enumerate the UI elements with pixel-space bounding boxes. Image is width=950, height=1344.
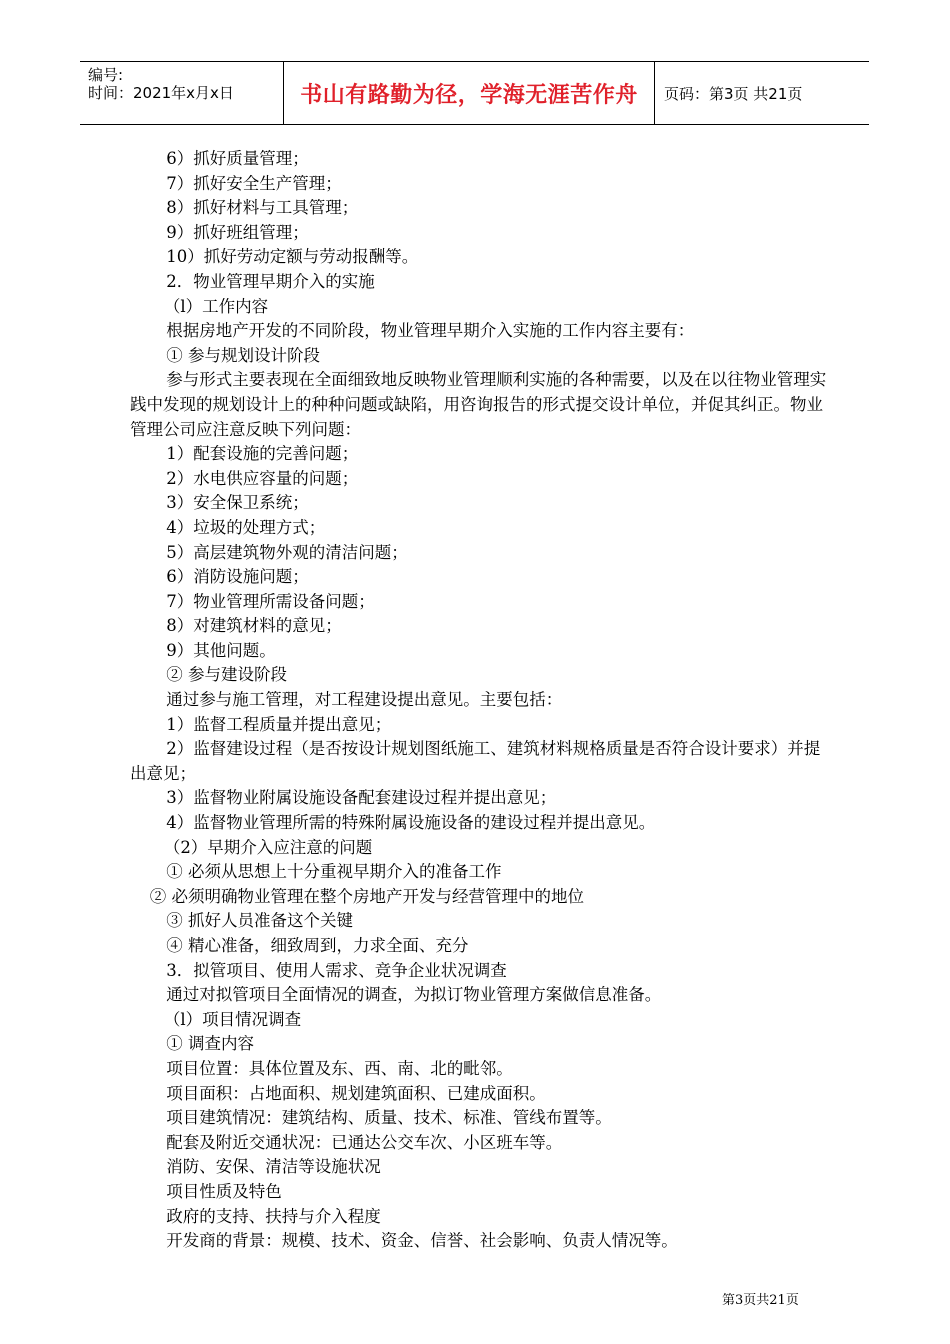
header-meta — [88, 66, 278, 102]
header-page-info: 页码：第3页 共21页 — [664, 84, 803, 103]
list-item: 4）监督物业管理所需的特殊附属设施设备的建设过程并提出意见。 — [166, 813, 656, 833]
paragraph: 配套及附近交通状况：已通达公交车次、小区班车等。 — [166, 1132, 563, 1152]
paragraph: 通过对拟管项目全面情况的调查，为拟订物业管理方案做信息准备。 — [166, 985, 662, 1005]
paragraph: 项目建筑情况：建筑结构、质量、技术、标准、管线布置等。 — [166, 1108, 612, 1128]
header-motto: 书山有路勤为径，学海无涯苦作舟 — [283, 62, 655, 124]
paragraph: 9）抓好班组管理； — [166, 222, 309, 242]
list-item: 8）对建筑材料的意见； — [166, 616, 342, 636]
subsection-heading: （2）早期介入应注意的问题 — [163, 837, 373, 857]
list-item: ③ 抓好人员准备这个关键 — [166, 911, 354, 931]
list-item: ① 调查内容 — [166, 1034, 255, 1054]
document-number-label: 编号: — [88, 66, 124, 84]
section-heading: 3．拟管项目、使用人需求、竞争企业状况调查 — [166, 960, 507, 980]
list-item: 7）物业管理所需设备问题； — [166, 591, 375, 611]
paragraph: 7）抓好安全生产管理； — [166, 173, 342, 193]
list-item: ② 必须明确物业管理在整个房地产开发与经营管理中的地位 — [149, 886, 585, 906]
paragraph: 根据房地产开发的不同阶段，物业管理早期介入实施的工作内容主要有： — [166, 321, 695, 341]
list-item: 3）监督物业附属设施设备配套建设过程并提出意见； — [166, 788, 557, 808]
list-item: 2）监督建设过程（是否按设计规划图纸施工、建筑材料规格质量是否符合设计要求）并提出意见； — [130, 739, 821, 783]
paragraph: 参与形式主要表现在全面细致地反映物业管理顺利实施的各种需要，以及在以往物业管理实践中发现的规划设计上的种种问题或缺陷，用咨询报告的形式提交设计单位，并促其纠正。物业管理公司应注意反映下列问题： — [130, 370, 827, 439]
page-header — [80, 61, 869, 125]
paragraph: 10）抓好劳动定额与劳动报酬等。 — [166, 247, 419, 267]
subsection-heading: （l）项目情况调查 — [163, 1009, 302, 1029]
paragraph: 6）抓好质量管理； — [166, 149, 309, 168]
paragraph: 项目面积：占地面积、规划建筑面积、已建成面积。 — [166, 1083, 546, 1103]
list-item: 5）高层建筑物外观的清洁问题； — [166, 542, 408, 562]
list-item: ① 必须从思想上十分重视早期介入的准备工作 — [166, 862, 502, 882]
list-item: 6）消防设施问题； — [166, 567, 309, 587]
paragraph: 政府的支持、扶持与介入程度 — [166, 1206, 381, 1226]
list-item: ④ 精心准备，细致周到，力求全面、充分 — [166, 936, 469, 955]
paragraph: 项目位置：具体位置及东、西、南、北的毗邻。 — [166, 1058, 513, 1078]
list-item: 3）安全保卫系统； — [166, 493, 309, 513]
list-item: 1）配套设施的完善问题； — [166, 444, 359, 464]
section-heading: 2．物业管理早期介入的实施 — [166, 271, 375, 291]
list-item: 2）水电供应容量的问题； — [166, 468, 359, 488]
page-footer: 第3页共21页 — [722, 1293, 799, 1308]
subsection-heading: （l）工作内容 — [163, 296, 269, 316]
list-item: ① 参与规划设计阶段 — [166, 345, 321, 365]
paragraph: 消防、安保、清洁等设施状况 — [166, 1157, 381, 1177]
list-item: ② 参与建设阶段 — [166, 665, 288, 685]
list-item: 9）其他问题。 — [166, 640, 276, 660]
paragraph: 项目性质及特色 — [166, 1181, 282, 1201]
list-item: 1）监督工程质量并提出意见； — [166, 714, 392, 734]
paragraph: 8）抓好材料与工具管理； — [166, 198, 359, 218]
paragraph: 通过参与施工管理，对工程建设提出意见。主要包括： — [166, 690, 563, 710]
document-body — [130, 147, 830, 1254]
paragraph: 开发商的背景：规模、技术、资金、信誉、社会影响、负责人情况等。 — [166, 1231, 678, 1251]
list-item: 4）垃圾的处理方式； — [166, 517, 326, 537]
document-time-label: 时间：2021年x月x日 — [88, 84, 234, 102]
